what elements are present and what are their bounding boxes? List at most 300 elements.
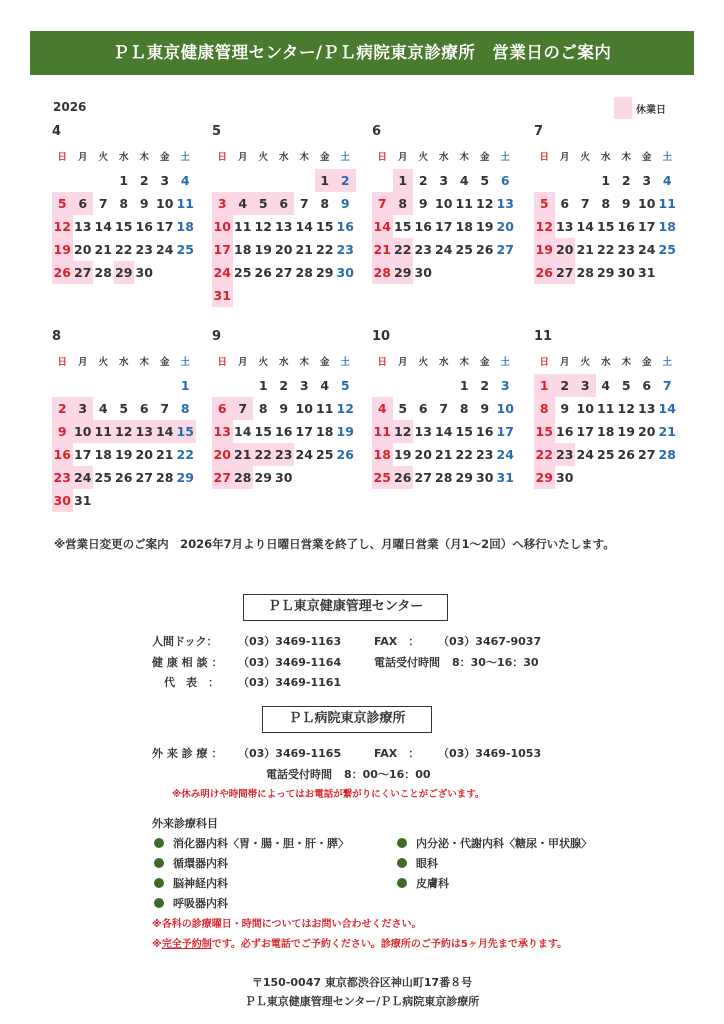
day-cell: 8 xyxy=(119,196,129,211)
day-cell: 27 xyxy=(275,265,293,280)
month-number: 6 xyxy=(372,124,382,139)
day-cell: 25 xyxy=(316,447,334,462)
weekday-header: 木 xyxy=(459,152,469,163)
closed-day-cell: 3 xyxy=(73,397,94,420)
day-cell: 7 xyxy=(98,196,108,211)
day-cell: 13 xyxy=(275,219,293,234)
month-calendar xyxy=(534,327,679,489)
day-cell: 19 xyxy=(617,424,635,439)
weekday-header: 土 xyxy=(662,152,672,163)
day-cell: 15 xyxy=(254,424,272,439)
day-cell: 5 xyxy=(119,401,129,416)
day-cell: 7 xyxy=(160,401,170,416)
day-grid xyxy=(534,351,679,489)
day-cell: 24 xyxy=(435,242,453,257)
day-cell: 4 xyxy=(601,378,611,393)
day-cell: 12 xyxy=(617,401,635,416)
empty-day-cell xyxy=(233,374,254,397)
empty-day-cell xyxy=(575,169,596,192)
day-cell: 26 xyxy=(476,242,494,257)
year-label: 2026 xyxy=(53,100,87,114)
closed-day-cell: 7 xyxy=(372,192,393,215)
legend-label: 休業日 xyxy=(636,104,666,116)
day-grid xyxy=(372,146,517,284)
weekday-header: 火 xyxy=(580,152,590,163)
day-cell: 9 xyxy=(480,401,490,416)
bullet-icon xyxy=(397,858,407,868)
day-cell: 27 xyxy=(496,242,514,257)
day-cell: 11 xyxy=(316,401,334,416)
closed-day-cell: 21 xyxy=(233,443,254,466)
weekday-header: 月 xyxy=(397,357,408,368)
closed-day-cell: 27 xyxy=(212,466,233,489)
closed-day-cell: 13 xyxy=(212,420,233,443)
closed-day-cell: 1 xyxy=(534,374,555,397)
closed-day-cell: 15 xyxy=(534,420,555,443)
weekday-header: 土 xyxy=(180,357,190,368)
day-cell: 2 xyxy=(279,378,289,393)
day-cell: 31 xyxy=(74,493,92,508)
day-cell: 10 xyxy=(638,196,656,211)
weekday-header: 水 xyxy=(278,152,289,163)
department-name: 内分泌・代謝内科〈糖尿・甲状腺〉 xyxy=(416,837,592,850)
weekday-header: 日 xyxy=(57,152,67,163)
closed-day-cell: 8 xyxy=(534,397,555,420)
day-cell: 5 xyxy=(398,401,408,416)
closed-day-cell: 23 xyxy=(555,443,576,466)
weekday-header: 日 xyxy=(57,357,67,368)
legend xyxy=(614,97,666,119)
day-cell: 23 xyxy=(476,447,494,462)
day-cell: 6 xyxy=(642,378,652,393)
month-calendar xyxy=(212,122,357,307)
month-calendar xyxy=(52,122,197,284)
weekday-header: 木 xyxy=(299,357,309,368)
day-cell: 3 xyxy=(160,173,170,188)
day-cell: 24 xyxy=(156,242,174,257)
weekday-header: 金 xyxy=(479,152,490,163)
department-item xyxy=(397,875,449,891)
day-cell: 29 xyxy=(455,470,473,485)
empty-day-cell xyxy=(534,169,555,192)
day-cell: 30 xyxy=(476,470,494,485)
closed-day-cell: 10 xyxy=(212,215,233,238)
day-cell: 28 xyxy=(295,265,313,280)
day-cell: 30 xyxy=(617,265,635,280)
clinic-hours-label: 電話受付時間 xyxy=(266,768,332,781)
pl-center-title: ＰＬ東京健康管理センター xyxy=(243,594,448,621)
day-cell: 15 xyxy=(316,219,334,234)
closed-day-cell: 22 xyxy=(393,238,414,261)
clinic-fax-label: FAX ： xyxy=(374,747,420,760)
dock-phone: （03）3469-1163 xyxy=(238,635,342,648)
day-cell: 26 xyxy=(254,265,272,280)
day-cell: 14 xyxy=(295,219,313,234)
day-cell: 17 xyxy=(435,219,453,234)
weekday-header: 土 xyxy=(340,152,350,163)
reservation-note xyxy=(152,935,567,950)
day-cell: 9 xyxy=(139,196,149,211)
closed-day-cell: 13 xyxy=(134,420,155,443)
day-cell: 22 xyxy=(176,447,194,462)
empty-day-cell xyxy=(253,169,274,192)
day-cell: 14 xyxy=(658,401,676,416)
closed-day-cell: 12 xyxy=(393,420,414,443)
day-cell: 1 xyxy=(180,378,190,393)
bullet-icon xyxy=(154,898,164,908)
day-cell: 10 xyxy=(435,196,453,211)
closed-day-cell: 8 xyxy=(393,192,414,215)
day-cell: 30 xyxy=(556,470,574,485)
closed-day-cell: 18 xyxy=(372,443,393,466)
day-cell: 16 xyxy=(556,424,574,439)
weekday-header: 金 xyxy=(479,357,490,368)
day-cell: 10 xyxy=(496,401,514,416)
closed-day-cell: 24 xyxy=(73,466,94,489)
day-cell: 4 xyxy=(180,173,190,188)
weekday-header: 木 xyxy=(139,152,149,163)
day-cell: 27 xyxy=(135,470,153,485)
day-cell: 21 xyxy=(576,242,594,257)
main-label: 代 表 ： xyxy=(164,676,219,689)
day-cell: 29 xyxy=(176,470,194,485)
day-cell: 17 xyxy=(496,424,514,439)
main-phone: （03）3469-1161 xyxy=(238,676,342,689)
day-cell: 11 xyxy=(455,196,473,211)
day-cell: 5 xyxy=(621,378,631,393)
day-cell: 7 xyxy=(662,378,672,393)
empty-day-cell xyxy=(93,374,114,397)
empty-day-cell xyxy=(73,169,94,192)
closed-day-cell: 12 xyxy=(534,215,555,238)
closed-day-cell: 5 xyxy=(253,192,274,215)
day-cell: 17 xyxy=(295,424,313,439)
weekday-header: 日 xyxy=(377,357,387,368)
month-number: 10 xyxy=(372,329,391,344)
day-cell: 3 xyxy=(299,378,309,393)
day-cell: 1 xyxy=(119,173,129,188)
clinic-fax-number: （03）3469-1053 xyxy=(438,747,542,760)
day-cell: 30 xyxy=(275,470,293,485)
day-cell: 3 xyxy=(500,378,510,393)
day-cell: 26 xyxy=(115,470,133,485)
day-cell: 3 xyxy=(642,173,652,188)
empty-day-cell xyxy=(212,374,233,397)
department-item xyxy=(154,875,228,891)
day-cell: 13 xyxy=(556,219,574,234)
day-cell: 4 xyxy=(320,378,330,393)
day-cell: 21 xyxy=(295,242,313,257)
weekday-header: 金 xyxy=(159,357,170,368)
weekday-header: 火 xyxy=(580,357,590,368)
day-cell: 13 xyxy=(496,196,514,211)
closed-day-cell: 25 xyxy=(372,466,393,489)
closed-day-cell: 19 xyxy=(52,238,73,261)
day-cell: 19 xyxy=(476,219,494,234)
closed-day-cell: 2 xyxy=(335,169,356,192)
closed-day-cell: 31 xyxy=(212,284,233,307)
day-cell: 28 xyxy=(435,470,453,485)
day-cell: 8 xyxy=(320,196,330,211)
center-fax-number: （03）3467-9037 xyxy=(438,635,542,648)
weekday-header: 火 xyxy=(418,152,428,163)
clinic-hours: 8：00～16：00 xyxy=(344,768,431,781)
weekday-header: 金 xyxy=(641,357,652,368)
department-name: 脳神経内科 xyxy=(173,877,228,890)
empty-day-cell xyxy=(434,374,455,397)
day-cell: 25 xyxy=(94,470,112,485)
day-cell: 27 xyxy=(414,470,432,485)
empty-day-cell xyxy=(233,169,254,192)
closed-day-cell: 19 xyxy=(534,238,555,261)
day-cell: 22 xyxy=(316,242,334,257)
closed-day-cell: 5 xyxy=(534,192,555,215)
closed-day-cell: 3 xyxy=(575,374,596,397)
bullet-icon xyxy=(154,858,164,868)
closed-day-cell: 26 xyxy=(534,261,555,284)
day-cell: 16 xyxy=(336,219,354,234)
day-cell: 1 xyxy=(459,378,469,393)
day-cell: 13 xyxy=(74,219,92,234)
day-cell: 9 xyxy=(279,401,289,416)
closed-day-cell: 22 xyxy=(534,443,555,466)
weekday-header: 水 xyxy=(600,152,611,163)
day-cell: 5 xyxy=(340,378,350,393)
day-cell: 24 xyxy=(576,447,594,462)
closed-day-cell: 6 xyxy=(212,397,233,420)
day-cell: 13 xyxy=(638,401,656,416)
bullet-icon xyxy=(397,878,407,888)
day-cell: 29 xyxy=(597,265,615,280)
day-cell: 25 xyxy=(597,447,615,462)
bullet-icon xyxy=(397,838,407,848)
weekday-header: 土 xyxy=(500,152,510,163)
consult-phone: （03）3469-1164 xyxy=(238,656,342,669)
day-cell: 26 xyxy=(336,447,354,462)
closed-day-cell: 15 xyxy=(175,420,196,443)
day-cell: 8 xyxy=(459,401,469,416)
day-cell: 18 xyxy=(597,424,615,439)
closed-day-cell: 10 xyxy=(73,420,94,443)
reservation-note-rest: です。必ずお電話でご予約ください。診療所のご予約は5ヶ月先まで承ります。 xyxy=(211,939,568,950)
empty-day-cell xyxy=(393,374,414,397)
day-cell: 18 xyxy=(94,447,112,462)
day-cell: 17 xyxy=(576,424,594,439)
day-cell: 4 xyxy=(459,173,469,188)
day-cell: 7 xyxy=(299,196,309,211)
weekday-header: 水 xyxy=(438,357,449,368)
center-fax-label: FAX ： xyxy=(374,635,420,648)
day-cell: 11 xyxy=(176,196,194,211)
closed-day-cell: 14 xyxy=(155,420,176,443)
day-cell: 18 xyxy=(176,219,194,234)
closed-day-cell: 24 xyxy=(212,261,233,284)
bullet-icon xyxy=(154,878,164,888)
weekday-header: 木 xyxy=(621,152,631,163)
day-cell: 18 xyxy=(658,219,676,234)
closed-day-cell: 6 xyxy=(73,192,94,215)
closed-day-cell: 12 xyxy=(52,215,73,238)
day-cell: 23 xyxy=(414,242,432,257)
month-number: 11 xyxy=(534,329,553,344)
weekday-header: 金 xyxy=(641,152,652,163)
weekday-header: 金 xyxy=(159,152,170,163)
weekday-header: 月 xyxy=(397,152,408,163)
empty-day-cell xyxy=(212,169,233,192)
closed-day-cell: 26 xyxy=(393,466,414,489)
weekday-header: 金 xyxy=(319,357,330,368)
day-cell: 9 xyxy=(560,401,570,416)
day-cell: 19 xyxy=(115,447,133,462)
day-cell: 31 xyxy=(638,265,656,280)
day-cell: 21 xyxy=(658,424,676,439)
reservation-note-emphasis: 完全予約制 xyxy=(161,939,212,950)
day-cell: 22 xyxy=(455,447,473,462)
closed-day-cell: 20 xyxy=(555,238,576,261)
footer-names: ＰＬ東京健康管理センター/ＰＬ病院東京診療所 xyxy=(244,995,480,1008)
day-cell: 28 xyxy=(94,265,112,280)
empty-day-cell xyxy=(555,169,576,192)
day-cell: 8 xyxy=(601,196,611,211)
day-cell: 16 xyxy=(617,219,635,234)
month-calendar xyxy=(372,122,517,284)
weekday-header: 水 xyxy=(118,357,129,368)
day-cell: 28 xyxy=(576,265,594,280)
closed-day-cell: 2 xyxy=(52,397,73,420)
day-cell: 2 xyxy=(139,173,149,188)
empty-day-cell xyxy=(372,374,393,397)
month-calendar xyxy=(52,327,197,512)
consult-label: 健 康 相 談 ： xyxy=(152,656,223,669)
day-cell: 8 xyxy=(258,401,268,416)
weekday-header: 水 xyxy=(438,152,449,163)
closed-day-cell: 22 xyxy=(253,443,274,466)
closed-day-cell: 9 xyxy=(52,420,73,443)
day-cell: 20 xyxy=(414,447,432,462)
month-number: 9 xyxy=(212,329,222,344)
department-item xyxy=(397,835,592,851)
day-cell: 17 xyxy=(638,219,656,234)
empty-day-cell xyxy=(294,169,315,192)
outpatient-phone: （03）3469-1165 xyxy=(238,747,342,760)
weekday-header: 木 xyxy=(459,357,469,368)
weekday-header: 火 xyxy=(98,152,108,163)
day-cell: 18 xyxy=(234,242,252,257)
closed-day-cell: 12 xyxy=(114,420,135,443)
weekday-header: 月 xyxy=(77,357,88,368)
day-cell: 20 xyxy=(496,219,514,234)
department-name: 皮膚科 xyxy=(416,877,449,890)
day-cell: 6 xyxy=(500,173,510,188)
day-cell: 30 xyxy=(414,265,432,280)
closed-day-cell: 7 xyxy=(233,397,254,420)
day-cell: 20 xyxy=(135,447,153,462)
day-cell: 20 xyxy=(638,424,656,439)
day-cell: 11 xyxy=(234,219,252,234)
day-cell: 10 xyxy=(295,401,313,416)
day-cell: 7 xyxy=(580,196,590,211)
day-cell: 21 xyxy=(156,447,174,462)
department-item xyxy=(154,835,349,851)
day-cell: 29 xyxy=(316,265,334,280)
day-cell: 15 xyxy=(597,219,615,234)
day-cell: 6 xyxy=(418,401,428,416)
day-cell: 30 xyxy=(135,265,153,280)
closed-day-cell: 11 xyxy=(372,420,393,443)
day-cell: 9 xyxy=(418,196,428,211)
day-cell: 11 xyxy=(658,196,676,211)
day-cell: 12 xyxy=(254,219,272,234)
departments-heading: 外来診療科目 xyxy=(152,817,218,830)
day-cell: 25 xyxy=(658,242,676,257)
day-cell: 14 xyxy=(234,424,252,439)
day-cell: 20 xyxy=(74,242,92,257)
day-cell: 28 xyxy=(156,470,174,485)
day-cell: 11 xyxy=(597,401,615,416)
day-grid xyxy=(52,146,197,284)
weekday-header: 水 xyxy=(118,152,129,163)
day-cell: 2 xyxy=(418,173,428,188)
page-banner: ＰＬ東京健康管理センター/ＰＬ病院東京診療所 営業日のご案内 xyxy=(30,31,694,75)
day-cell: 19 xyxy=(394,447,412,462)
day-cell: 16 xyxy=(275,424,293,439)
closed-day-cell: 3 xyxy=(212,192,233,215)
department-name: 呼吸器内科 xyxy=(173,897,228,910)
day-cell: 16 xyxy=(476,424,494,439)
pl-clinic-title: ＰＬ病院東京診療所 xyxy=(262,706,432,733)
weekday-header: 木 xyxy=(139,357,149,368)
day-cell: 4 xyxy=(662,173,672,188)
department-item xyxy=(397,855,438,871)
connection-warning: ※休み明けや時間帯によってはお電話が繋がりにくいことがございます。 xyxy=(172,789,485,800)
day-cell: 22 xyxy=(115,242,133,257)
empty-day-cell xyxy=(93,169,114,192)
day-cell: 9 xyxy=(340,196,350,211)
day-cell: 7 xyxy=(439,401,449,416)
day-cell: 1 xyxy=(601,173,611,188)
day-cell: 26 xyxy=(617,447,635,462)
weekday-header: 月 xyxy=(77,152,88,163)
day-cell: 25 xyxy=(234,265,252,280)
closed-day-cell: 29 xyxy=(114,261,135,284)
day-cell: 13 xyxy=(414,424,432,439)
closed-day-cell: 27 xyxy=(73,261,94,284)
day-cell: 12 xyxy=(476,196,494,211)
dock-label: 人間ドック： xyxy=(152,635,218,648)
footer-address: 〒150-0047 東京都渋谷区神山町17番８号 xyxy=(251,976,473,989)
weekday-header: 水 xyxy=(600,357,611,368)
empty-day-cell xyxy=(52,169,73,192)
day-cell: 18 xyxy=(316,424,334,439)
day-cell: 30 xyxy=(336,265,354,280)
closed-day-cell: 1 xyxy=(315,169,336,192)
day-cell: 18 xyxy=(455,219,473,234)
closed-day-cell: 21 xyxy=(372,238,393,261)
closed-day-cell: 17 xyxy=(212,238,233,261)
empty-day-cell xyxy=(114,374,135,397)
empty-day-cell xyxy=(52,374,73,397)
day-cell: 14 xyxy=(94,219,112,234)
day-cell: 21 xyxy=(94,242,112,257)
day-grid xyxy=(534,146,679,284)
closed-day-cell: 11 xyxy=(93,420,114,443)
closed-day-cell: 20 xyxy=(212,443,233,466)
closed-day-swatch xyxy=(614,97,632,119)
day-cell: 24 xyxy=(638,242,656,257)
weekday-header: 火 xyxy=(98,357,108,368)
weekday-header: 火 xyxy=(258,152,268,163)
day-cell: 6 xyxy=(139,401,149,416)
